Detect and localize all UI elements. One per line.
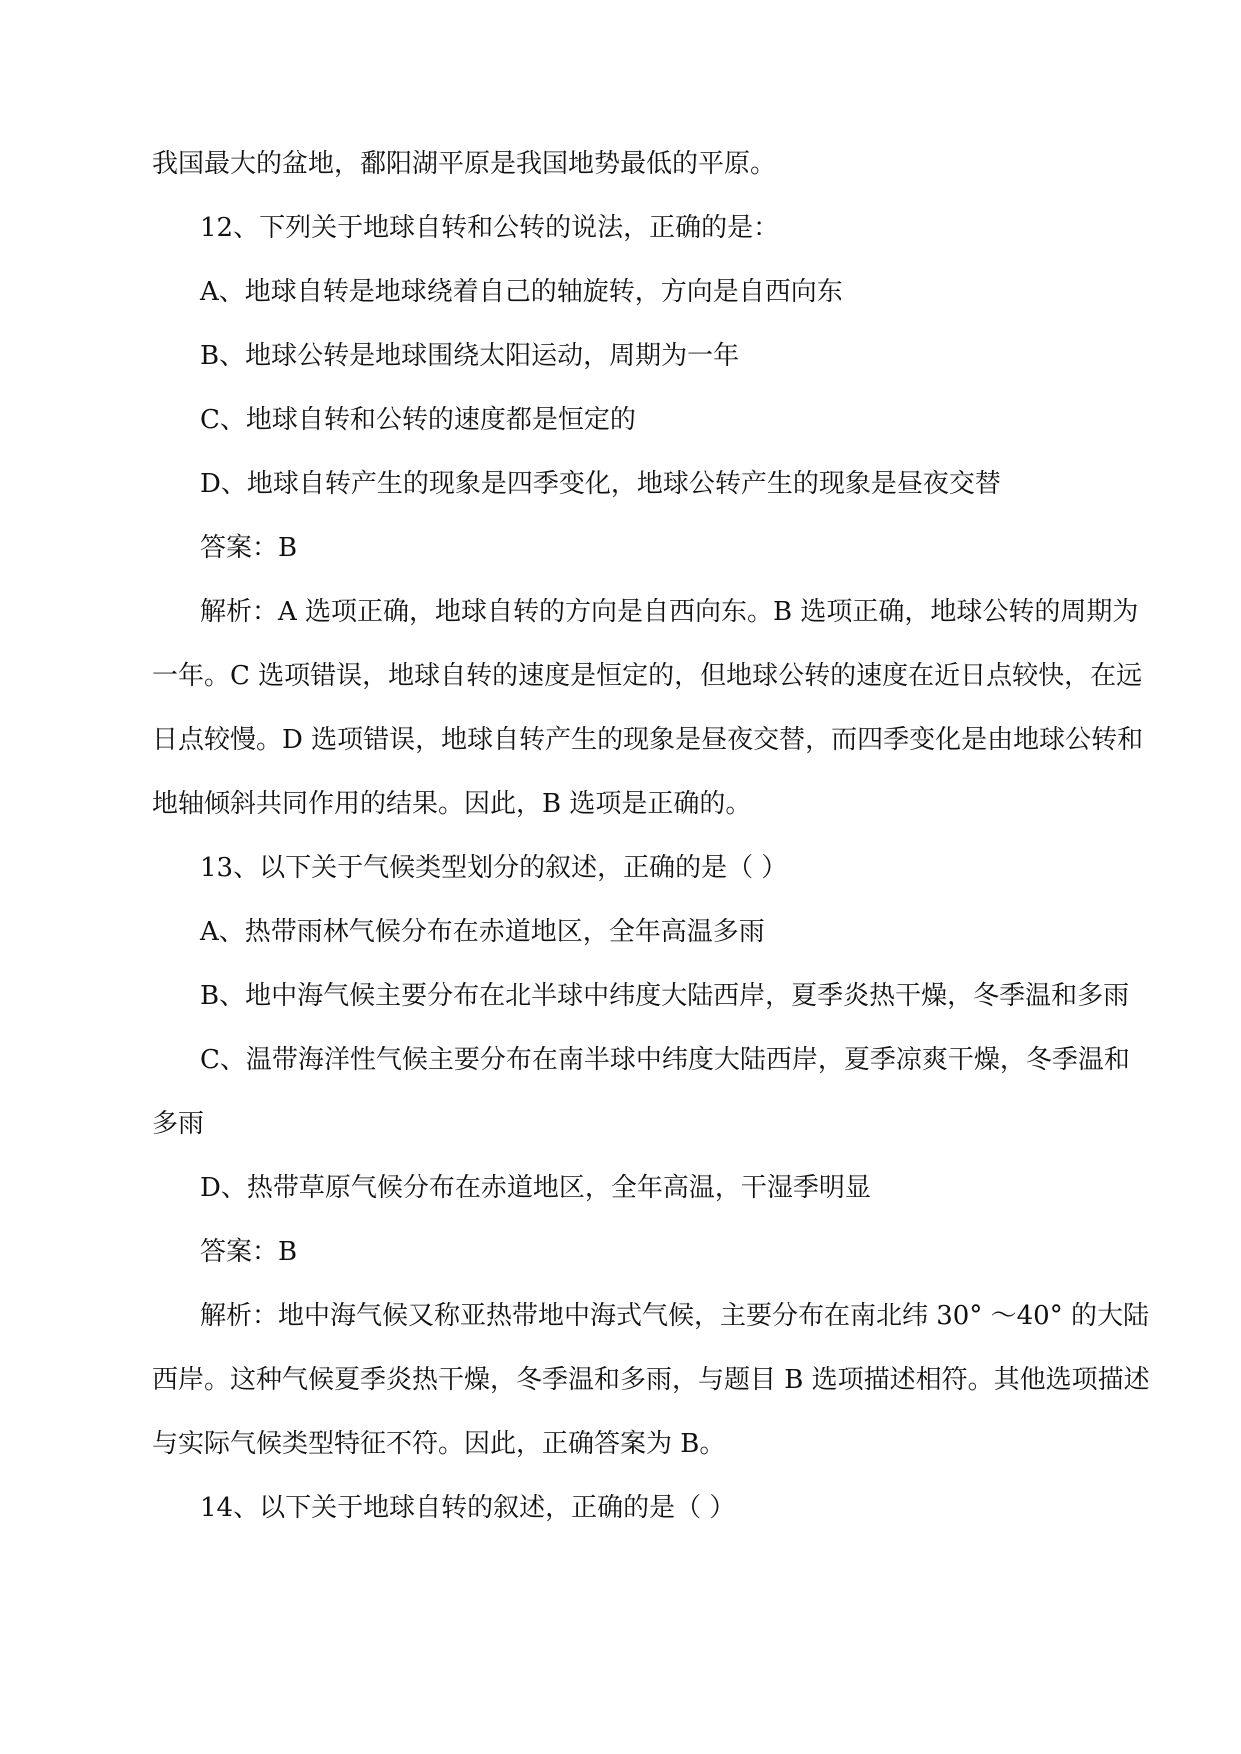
question-13-explanation: 解析：地中海气候又称亚热带地中海式气候，主要分布在南北纬 30° ～40° 的大陆: [200, 1301, 1149, 1331]
question-12-explanation: 日点较慢。D 选项错误，地球自转产生的现象是昼夜交替，而四季变化是由地球公转和: [152, 725, 1144, 755]
question-12-explanation: 一年。C 选项错误，地球自转的速度是恒定的，但地球公转的速度在近日点较快，在远: [152, 661, 1143, 691]
question-12-stem: 12、下列关于地球自转和公转的说法，正确的是：: [200, 213, 780, 243]
question-13-explanation: 西岸。这种气候夏季炎热干燥，冬季温和多雨，与题目 B 选项描述相符。其他选项描述: [152, 1365, 1150, 1395]
question-12-explanation: 地轴倾斜共同作用的结果。因此，B 选项是正确的。: [152, 789, 752, 819]
question-13-answer: 答案：B: [200, 1237, 298, 1267]
question-13-stem: 13、以下关于气候类型划分的叙述，正确的是（ ）: [200, 853, 788, 883]
question-12-explanation: 解析：A 选项正确，地球自转的方向是自西向东。B 选项正确，地球公转的周期为: [200, 597, 1139, 627]
question-12-option-b: B、地球公转是地球围绕太阳运动，周期为一年: [200, 341, 740, 371]
question-13-explanation: 与实际气候类型特征不符。因此，正确答案为 B。: [152, 1429, 726, 1459]
question-14-stem: 14、以下关于地球自转的叙述，正确的是（ ）: [200, 1493, 736, 1523]
text-line: 我国最大的盆地，鄱阳湖平原是我国地势最低的平原。: [152, 149, 777, 179]
question-13-option-a: A、热带雨林气候分布在赤道地区，全年高温多雨: [200, 917, 765, 947]
question-13-option-c: 多雨: [152, 1109, 205, 1139]
question-12-option-d: D、地球自转产生的现象是四季变化，地球公转产生的现象是昼夜交替: [200, 469, 1001, 499]
question-12-option-c: C、地球自转和公转的速度都是恒定的: [200, 405, 636, 435]
question-12-answer: 答案：B: [200, 533, 298, 563]
question-12-option-a: A、地球自转是地球绕着自己的轴旋转，方向是自西向东: [200, 277, 843, 307]
question-13-option-d: D、热带草原气候分布在赤道地区，全年高温，干湿季明显: [200, 1173, 871, 1203]
question-13-option-c: C、温带海洋性气候主要分布在南半球中纬度大陆西岸，夏季凉爽干燥，冬季温和: [200, 1045, 1130, 1075]
question-13-option-b: B、地中海气候主要分布在北半球中纬度大陆西岸，夏季炎热干燥，冬季温和多雨: [200, 981, 1130, 1011]
